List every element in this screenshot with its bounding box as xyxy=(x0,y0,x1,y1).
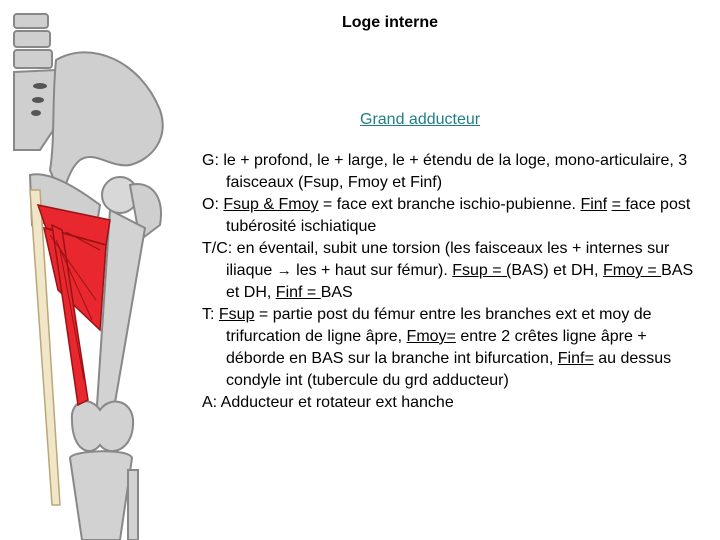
para-origin: O: Fsup & Fmoy = face ext branche ischio-pubienne. Finf = face post tubérosité ischiatique xyxy=(202,196,691,235)
femur-condyles xyxy=(72,401,133,451)
tibia xyxy=(70,451,132,540)
spine xyxy=(14,14,52,68)
arrow-icon: → xyxy=(276,262,292,279)
para-action: A: Adducteur et rotateur ext hanche xyxy=(202,394,454,411)
slide-title: Loge interne xyxy=(341,14,438,31)
iliac-wing xyxy=(50,52,163,200)
para-trajet: T/C: en éventail, subit une torsion (les faisceaux les + internes sur iliaque → les + haut sur fémur). Fsup = (BAS) et DH, Fmoy = BAS et DH, Finf = BAS xyxy=(202,240,694,301)
section-subtitle: Grand adducteur xyxy=(360,111,481,128)
fibula xyxy=(128,470,138,540)
para-general: G: le + profond, le + large, le + étendu de la loge, mono-articulaire, 3 faisceaux (Fsup, Fmoy et Finf) xyxy=(202,152,688,191)
adductor-magnus-illustration xyxy=(0,0,200,540)
description-text xyxy=(202,150,702,414)
para-terminaison: T: Fsup = partie post du fémur entre les branches ext et moy de trifurcation de ligne âpre, Fmoy= entre 2 crêtes ligne âpre + déborde en BAS sur la branche int bifurcation, Finf= au dessus condyle int (tubercule du grd adducteur) xyxy=(202,306,672,389)
